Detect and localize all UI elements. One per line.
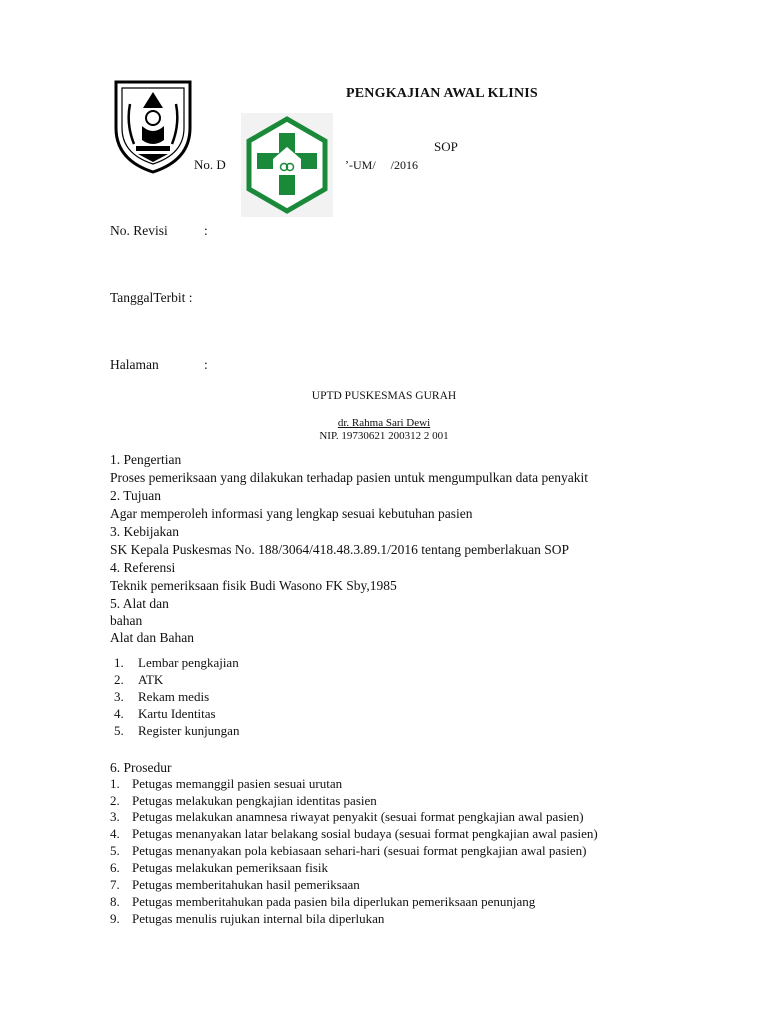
revision-colon: : <box>204 223 208 238</box>
regency-crest-icon <box>112 78 194 174</box>
sop-label: SOP <box>434 139 458 154</box>
page-label: Halaman <box>110 357 159 372</box>
section-kebijakan-title: 3. Kebijakan <box>110 524 179 539</box>
section-referensi-text: Teknik pemeriksaan fisik Budi Wasono FK Sby,1985 <box>110 578 397 593</box>
puskesmas-logo-icon <box>241 113 333 217</box>
section-tujuan-title: 2. Tujuan <box>110 488 162 503</box>
issue-date-label: TanggalTerbit : <box>110 290 193 305</box>
section-referensi-title: 4. Referensi <box>110 560 176 575</box>
organization-name: UPTD PUSKESMAS GURAH <box>311 390 457 402</box>
head-nip: NIP. 19730621 200312 2 001 <box>319 430 449 442</box>
section-alat-title-cont: bahan <box>110 613 143 628</box>
document-number-suffix: ʼ-UM/ /2016 <box>345 158 418 172</box>
page-colon: : <box>204 357 208 372</box>
section-kebijakan-text: SK Kepala Puskesmas No. 188/3064/418.48.3.89.1/2016 tentang pemberlakuan SOP <box>110 542 569 557</box>
section-pengertian-text: Proses pemeriksaan yang dilakukan terhadap pasien untuk mengumpulkan data penyakit <box>110 470 588 485</box>
section-alat-subtitle: Alat dan Bahan <box>110 630 194 645</box>
section-tujuan-text: Agar memperoleh informasi yang lengkap sesuai kebutuhan pasien <box>110 506 473 521</box>
document-title: PENGKAJIAN AWAL KLINIS <box>346 86 538 101</box>
document-number-prefix: No. D <box>194 157 226 172</box>
head-name: dr. Rahma Sari Dewi <box>337 417 431 429</box>
section-prosedur-title: 6. Prosedur <box>110 760 172 775</box>
section-pengertian-title: 1. Pengertian <box>110 452 182 467</box>
revision-label: No. Revisi <box>110 223 168 238</box>
section-alat-title: 5. Alat dan <box>110 596 169 611</box>
